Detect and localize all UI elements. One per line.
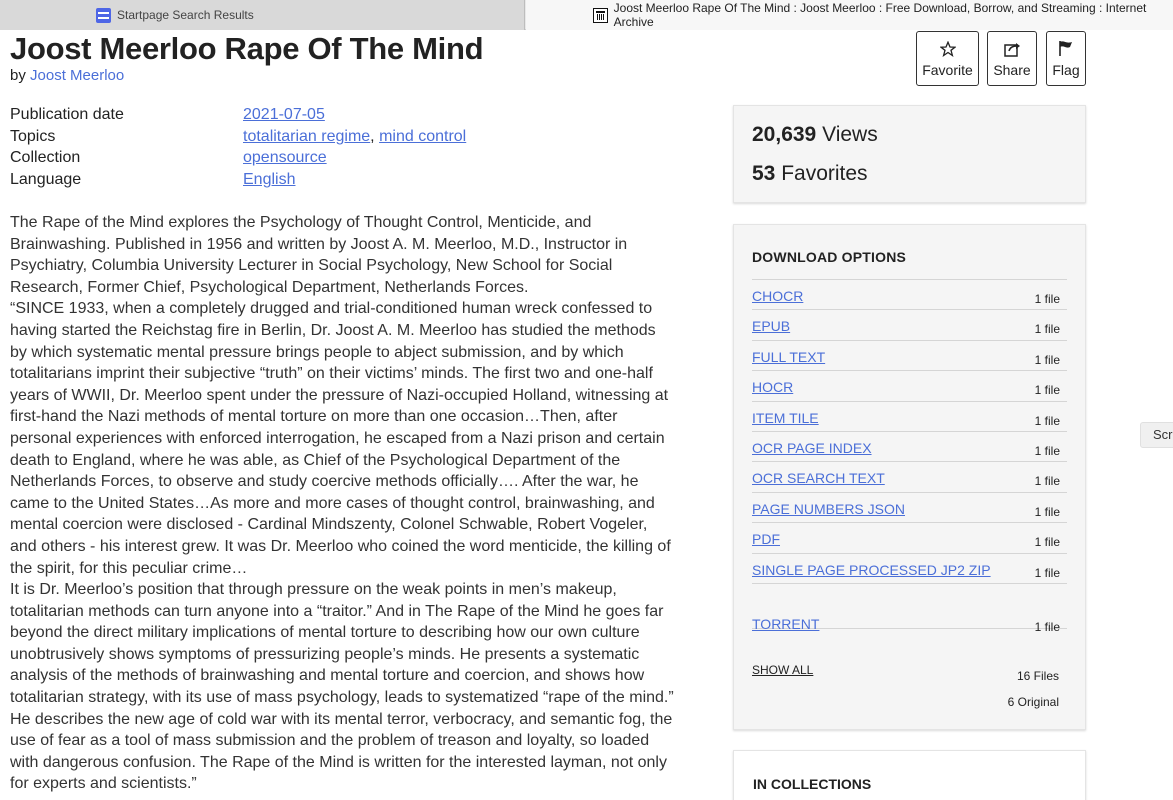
page-title: Joost Meerloo Rape Of The Mind bbox=[10, 31, 484, 66]
download-options-list bbox=[752, 279, 1067, 634]
tab-label: Startpage Search Results bbox=[117, 8, 254, 22]
download-row bbox=[752, 522, 1067, 552]
flag-icon bbox=[1058, 40, 1074, 58]
metadata-list bbox=[10, 106, 466, 193]
topic-link[interactable]: totalitarian regime bbox=[243, 127, 371, 145]
tab-label: Joost Meerloo Rape Of The Mind : Joost Meerloo : Free Download, Borrow, and Streaming : Internet Archive bbox=[613, 1, 1147, 29]
download-row bbox=[752, 553, 1067, 583]
download-format-link[interactable]: HOCR bbox=[752, 379, 794, 396]
share-button[interactable] bbox=[987, 31, 1037, 86]
in-collections-card bbox=[733, 750, 1086, 800]
topics-value bbox=[243, 128, 466, 150]
file-count: 1 file bbox=[1034, 619, 1060, 634]
favorite-button[interactable] bbox=[916, 31, 979, 86]
description-paragraph: “SINCE 1933, when a completely drugged and trial-conditioned human wreck confessed to having started the Reichstag fire in Berlin, Dr. Joost A. M. Meerloo has studied the methods by which systematic mental pressure brings people to abject submission, and by which totalitarians imprint their subjective “truth” on their victims’ minds. The first two and one-half years of WWII, Dr. Meerloo spent under the pressure of Nazi-occupied Holland, witnessing at first-hand the Nazi methods of mental torture on more than one occasion…Then, after personal experiences with enforced interrogation, he escaped from a Nazi prison and certain death to England, where he was able, as Chief of the Psychological Department of the Netherlands Forces, to observe and study coercive methods officially…. After the war, he came to the United States…As more and more cases of thought control, brainwashing, and mental coercion were disclosed - Cardinal Mindszenty, Colonel Schwable, Robert Vogeler, and others - his interest grew. It was Dr. Meerloo who coined the word menticide, the killing of the spirit, for this peculiar crime… bbox=[10, 300, 671, 577]
description-paragraph: It is Dr. Meerloo’s position that through pressure on the weak points in men’s makeup, totalitarian methods can turn anyone into a “traitor.” And in The Rape of the Mind he goes far beyond the direct military implications of mental torture to describing how our own culture unobtrusively shows symptoms of pressurizing people’s minds. He presents a systematic analysis of the methods of brainwashing and mental torture and coercion, and shows how totalitarian strategy, with its use of mass psychology, leads to systematized “rape of the mind.” He describes the new age of cold war with its mental terror, verbocracy, and semantic fog, the use of fear as a tool of mass submission and the problem of treason and loyalty, so loaded with dangerous confusion. The Rape of the Mind is written for the interested layman, not only for experts and scientists.” bbox=[10, 581, 674, 793]
download-format-link[interactable]: CHOCR bbox=[752, 288, 804, 304]
topic-separator: , bbox=[370, 127, 375, 145]
views-label: Views bbox=[822, 123, 878, 146]
browser-tab-bar bbox=[0, 0, 1173, 30]
meta-collection bbox=[10, 149, 466, 171]
download-format-link[interactable]: PAGE NUMBERS JSON bbox=[752, 500, 905, 517]
download-format-link[interactable]: OCR PAGE INDEX bbox=[752, 439, 872, 456]
download-format-link[interactable]: OCR SEARCH TEXT bbox=[752, 470, 885, 487]
meta-label: Topics bbox=[10, 127, 56, 145]
meta-label: Collection bbox=[10, 149, 81, 167]
byline bbox=[10, 67, 124, 84]
favorites-stat bbox=[752, 162, 1085, 201]
download-row bbox=[752, 370, 1067, 400]
author-link[interactable]: Joost Meerloo bbox=[30, 67, 125, 84]
file-count: 1 file bbox=[1034, 535, 1060, 550]
file-count: 1 file bbox=[1034, 413, 1060, 428]
download-row bbox=[752, 461, 1067, 491]
download-row bbox=[752, 401, 1067, 431]
startpage-icon bbox=[96, 8, 111, 23]
total-files-count: 16 Files bbox=[1016, 669, 1059, 683]
views-count: 20,639 bbox=[752, 123, 817, 146]
item-description bbox=[10, 212, 675, 795]
file-count: 1 file bbox=[1034, 383, 1060, 398]
tab-internet-archive[interactable] bbox=[526, 0, 1173, 30]
flag-label: Flag bbox=[1052, 61, 1080, 78]
file-count: 1 file bbox=[1034, 443, 1060, 458]
stats-card bbox=[733, 105, 1086, 203]
meta-publication-date bbox=[10, 106, 466, 128]
favorites-label: Favorites bbox=[781, 162, 868, 185]
download-row bbox=[752, 492, 1067, 522]
download-format-link[interactable]: SINGLE PAGE PROCESSED JP2 ZIP bbox=[752, 561, 991, 578]
download-format-link[interactable]: TORRENT bbox=[752, 615, 820, 632]
meta-label: Language bbox=[10, 171, 82, 189]
file-count: 1 file bbox=[1034, 292, 1060, 306]
file-count: 1 file bbox=[1034, 565, 1060, 580]
file-count: 1 file bbox=[1034, 474, 1060, 489]
download-row bbox=[752, 279, 1067, 309]
file-count: 1 file bbox=[1034, 322, 1060, 337]
meta-language bbox=[10, 171, 466, 193]
meta-topics bbox=[10, 128, 466, 150]
download-row bbox=[752, 340, 1067, 370]
download-format-link[interactable]: ITEM TILE bbox=[752, 409, 819, 426]
file-count: 1 file bbox=[1034, 504, 1060, 519]
favorite-label: Favorite bbox=[922, 61, 973, 78]
favorites-count: 53 bbox=[752, 162, 776, 185]
scroll-to-top-button[interactable]: Scr bbox=[1140, 422, 1173, 448]
download-row-torrent bbox=[752, 583, 1067, 634]
show-all-link[interactable]: SHOW ALL bbox=[752, 663, 814, 677]
description-paragraph: The Rape of the Mind explores the Psychology of Thought Control, Menticide, and Brainwashing. Published in 1956 and written by Joost A. M. Meerloo, M.D., Instructor in Psychiatry, Columbia University Lecturer in Social Psychology, New School for Social Research, Former Chief, Psychological Department, Netherlands Forces. bbox=[10, 214, 628, 296]
star-icon bbox=[940, 40, 956, 58]
internet-archive-icon bbox=[593, 8, 608, 23]
file-count: 1 file bbox=[1034, 352, 1060, 367]
in-collections-heading: IN COLLECTIONS bbox=[753, 776, 872, 792]
collection-link[interactable]: opensource bbox=[243, 149, 327, 167]
download-format-link[interactable]: FULL TEXT bbox=[752, 348, 826, 365]
byline-prefix: by bbox=[10, 67, 26, 84]
original-files-count: 6 Original bbox=[1007, 695, 1059, 709]
views-stat bbox=[752, 123, 1085, 162]
publication-date-link[interactable]: 2021-07-05 bbox=[243, 106, 325, 123]
download-options-card bbox=[733, 224, 1086, 730]
language-link[interactable]: English bbox=[243, 171, 296, 189]
download-row bbox=[752, 309, 1067, 339]
download-format-link[interactable]: EPUB bbox=[752, 318, 791, 335]
download-row bbox=[752, 431, 1067, 461]
topic-link[interactable]: mind control bbox=[379, 127, 467, 145]
share-icon bbox=[1004, 40, 1021, 58]
share-label: Share bbox=[993, 61, 1031, 78]
meta-label: Publication date bbox=[10, 106, 124, 123]
tab-startpage[interactable] bbox=[0, 0, 525, 30]
download-format-link[interactable]: PDF bbox=[752, 531, 780, 548]
download-options-heading: DOWNLOAD OPTIONS bbox=[752, 249, 907, 265]
flag-button[interactable] bbox=[1046, 31, 1086, 86]
